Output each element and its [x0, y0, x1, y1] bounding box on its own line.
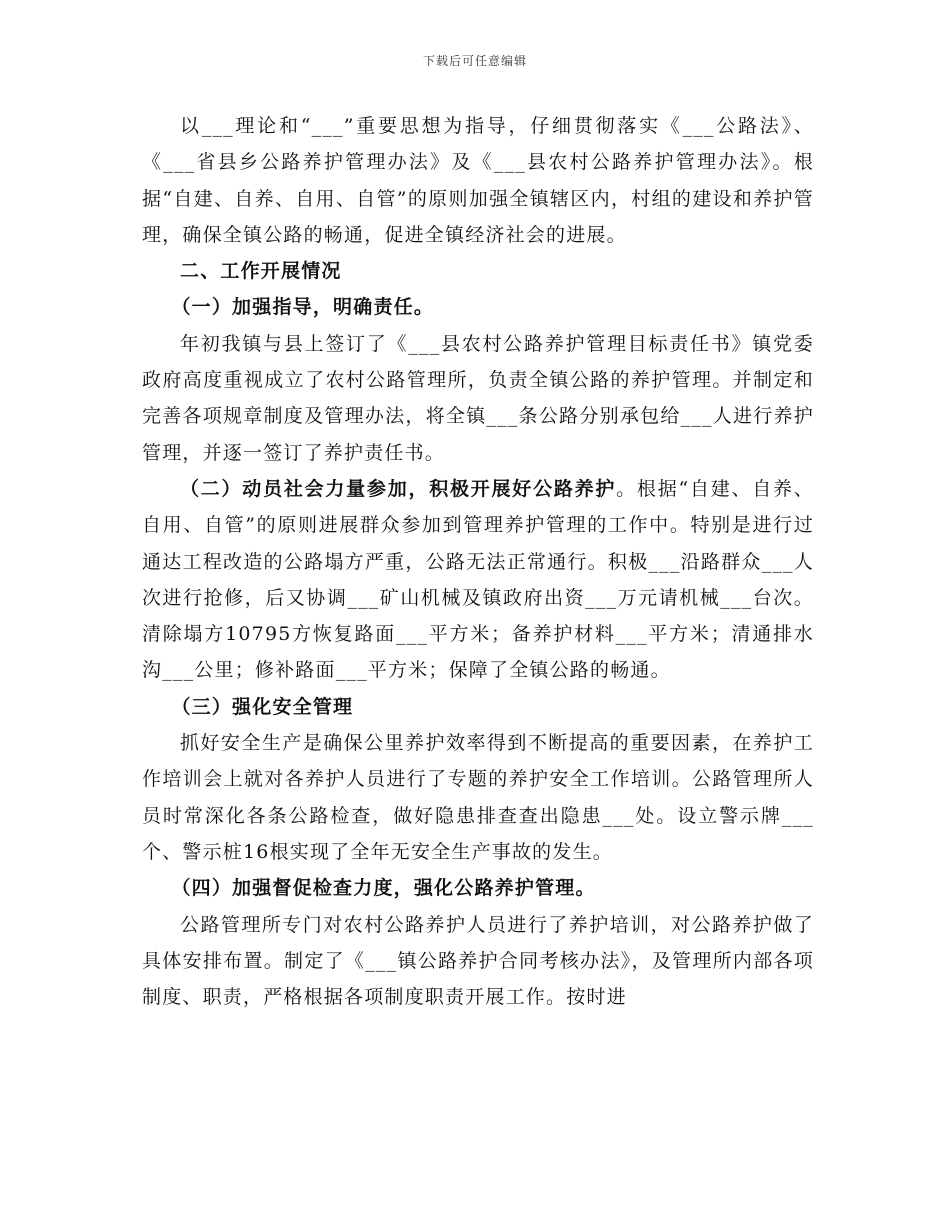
paragraph-intro: 以___理论和“___”重要思想为指导，仔细贯彻落实《___公路法》、《___省县乡公路养护管理办法》及《___县农村公路养护管理办法》。根据“自建、自养、自用、自管”的原则加强全镇辖区内，村组的建设和养护管理，确保全镇公路的畅通，促进全镇经济社会的进展。 [142, 115, 814, 246]
subheading-guidance: （一）加强指导，明确责任。 [171, 296, 435, 319]
subheading-safety: （三）强化安全管理 [171, 695, 354, 718]
subheading-social-participation: （二）动员社会力量参加，积极开展好公路养护 [180, 477, 617, 500]
paragraph-supervision: 公路管理所专门对农村公路养护人员进行了养护培训，对公路养护做了具体安排布置。制定了《___镇公路养护合同考核办法》，及管理所内部各项制度、职责，严格根据各项制度职责开展工作。按时进 [142, 913, 814, 1009]
paragraph-social-participation-text: 。根据“自建、自养、自用、自管”的原则进展群众参加到管理养护管理的工作中。特别是进行过通达工程改造的公路塌方严重，公路无法正常通行。积极___沿路群众___人次进行抢修，后又协调___矿山机械及镇政府出资___万元请机械___台次。清除塌方10795方恢复路面___平方米；备养护材料___平方米；清通排水沟___公里；修补路面___平方米；保障了全镇公路的畅通。 [142, 477, 814, 682]
paragraph-social-participation [142, 471, 814, 689]
subheading-supervision: （四）加强督促检查力度，强化公路养护管理。 [171, 877, 596, 900]
paragraph-guidance: 年初我镇与县上签订了《___县农村公路养护管理目标责任书》镇党委政府高度重视成立了农村公路管理所，负责全镇公路的养护管理。并制定和完善各项规章制度及管理办法，将全镇___条公路分别承包给___人进行养护管理，并逐一签订了养护责任书。 [142, 332, 814, 464]
paragraph-safety: 抓好安全生产是确保公里养护效率得到不断提高的重要因素，在养护工作培训会上就对各养护人员进行了专题的养护安全工作培训。公路管理所人员时常深化各条公路检查，做好隐患排查查出隐患___处。设立警示牌___个、警示桩16根实现了全年无安全生产事故的发生。 [142, 732, 814, 863]
page-header: 下载后可任意编辑 [422, 54, 527, 68]
document-body [142, 108, 814, 1015]
section-heading-work-progress: 二、工作开展情况 [180, 260, 342, 283]
